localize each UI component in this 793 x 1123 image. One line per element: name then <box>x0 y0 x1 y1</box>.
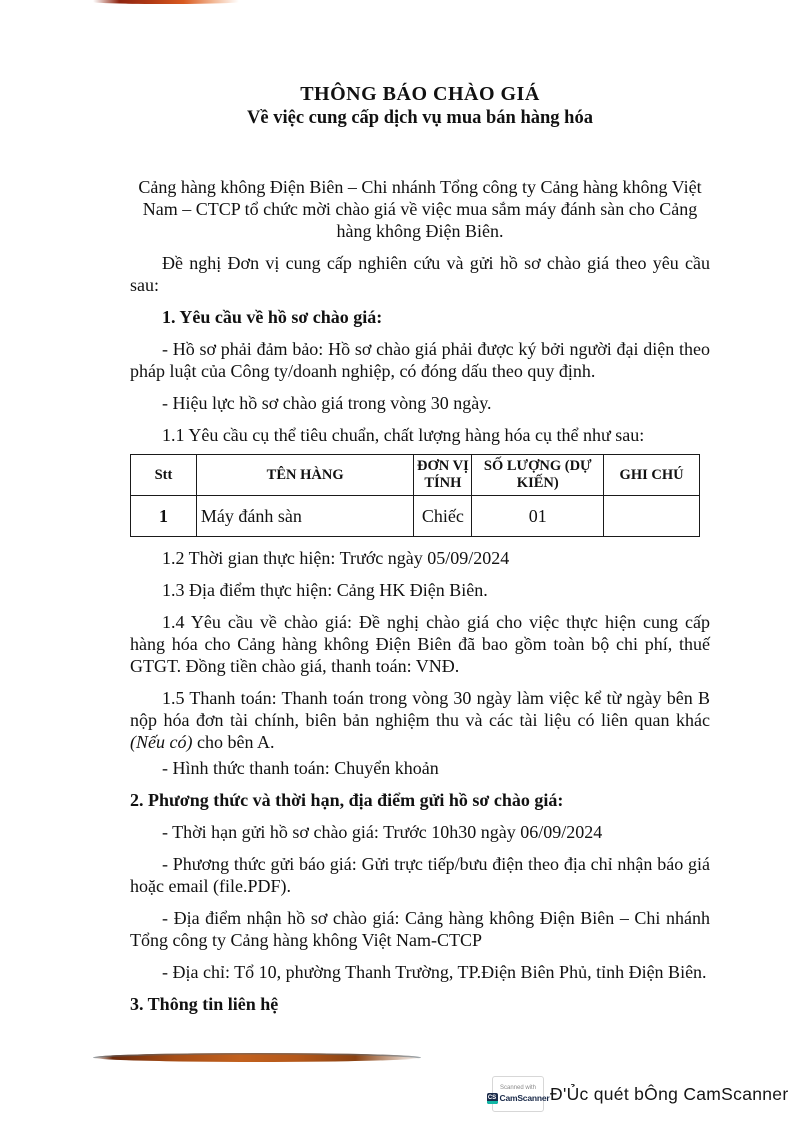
goods-table-header-ghi-chu: GHI CHÚ <box>604 455 700 496</box>
goods-cell-so-luong: 01 <box>472 496 604 537</box>
camscanner-logo-icon: CS <box>487 1093 498 1104</box>
goods-cell-stt: 1 <box>131 496 197 537</box>
intro-paragraph: Cảng hàng không Điện Biên – Chi nhánh Tổng công ty Cảng hàng không Việt Nam – CTCP tổ chức mời chào giá về việc mua sắm máy đánh sàn cho Cảng hàng không Điện Biên. <box>138 177 702 241</box>
goods-table-header-ten-hang: TÊN HÀNG <box>196 455 414 496</box>
document-body <box>130 82 710 1015</box>
section1-clause-1-3: 1.3 Địa điểm thực hiện: Cảng HK Điện Biên. <box>162 580 488 600</box>
scan-edge-artifact-top <box>93 0 239 4</box>
section3-heading: 3. Thông tin liên hệ <box>130 994 279 1014</box>
document-title: THÔNG BÁO CHÀO GIÁ <box>300 83 540 105</box>
payment-method-line: - Hình thức thanh toán: Chuyển khoản <box>162 758 439 778</box>
section1-item-validity: - Hiệu lực hồ sơ chào giá trong vòng 30 ngày. <box>162 393 492 413</box>
section2-item-deadline: - Thời hạn gửi hồ sơ chào giá: Trước 10h30 ngày 06/09/2024 <box>162 822 603 842</box>
camscanner-badge-brand-row <box>487 1093 550 1104</box>
camscanner-badge-scanned-with: Scanned with <box>499 1084 537 1091</box>
request-paragraph: Đề nghị Đơn vị cung cấp nghiên cứu và gửi hồ sơ chào giá theo yêu cầu sau: <box>130 253 710 295</box>
camscanner-watermark-text: Đ'Ủc quét bÔng CamScanner <box>550 1083 789 1104</box>
goods-table-row <box>131 496 700 537</box>
section2-item-place: - Địa điểm nhận hồ sơ chào giá: Cảng hàng không Điện Biên – Chi nhánh Tổng công ty Cảng hàng không Việt Nam-CTCP <box>130 908 710 950</box>
goods-cell-ten-hang: Máy đánh sàn <box>196 496 414 537</box>
camscanner-badge <box>487 1076 550 1112</box>
goods-table-header-stt: Stt <box>131 455 197 496</box>
goods-table-header-don-vi-tinh: ĐƠN VỊ TÍNH <box>414 455 472 496</box>
clause-1-5-text: 1.5 Thanh toán: Thanh toán trong vòng 30 ngày làm việc kể từ ngày bên B nộp hóa đơn tài chính, biên bản nghiệm thu và các tài liệu có liên quan khác <box>130 688 710 730</box>
section2-item-address: - Địa chỉ: Tổ 10, phường Thanh Trường, TP.Điện Biên Phủ, tỉnh Điện Biên. <box>162 962 707 982</box>
clause-1-5-tail: cho bên A. <box>192 732 275 752</box>
goods-table-header-so-luong: SỐ LƯỢNG (DỰ KIẾN) <box>472 455 604 496</box>
document-subtitle: Về việc cung cấp dịch vụ mua bán hàng hóa <box>247 108 593 128</box>
clause-1-5-italic-note: (Nếu có) <box>130 732 193 752</box>
section1-clause-1-1: 1.1 Yêu cầu cụ thể tiêu chuẩn, chất lượng hàng hóa cụ thể như sau: <box>162 425 645 445</box>
section1-item-dossier: - Hồ sơ phải đảm bảo: Hồ sơ chào giá phải được ký bởi người đại diện theo pháp luật của Công ty/doanh nghiệp, có đóng dấu theo quy định. <box>130 339 710 381</box>
section1-clause-1-4: 1.4 Yêu cầu về chào giá: Đề nghị chào giá cho việc thực hiện cung cấp hàng hóa cho Cảng hàng không Điện Biên đã bao gồm toàn bộ chi phí, thuế GTGT. Đồng tiền chào giá, thanh toán: VNĐ. <box>130 612 710 676</box>
goods-cell-ghi-chu <box>604 496 700 537</box>
goods-cell-don-vi-tinh: Chiếc <box>414 496 472 537</box>
section1-clause-1-2: 1.2 Thời gian thực hiện: Trước ngày 05/09/2024 <box>162 548 510 568</box>
scan-edge-artifact-bottom <box>93 1053 421 1062</box>
section1-clause-1-5 <box>130 687 710 753</box>
goods-table <box>130 454 700 537</box>
section2-heading: 2. Phương thức và thời hạn, địa điểm gửi hồ sơ chào giá: <box>130 790 564 810</box>
camscanner-watermark <box>487 1076 789 1112</box>
goods-table-header-row <box>131 455 700 496</box>
section1-heading: 1. Yêu cầu về hồ sơ chào giá: <box>162 307 383 327</box>
section2-item-method: - Phương thức gửi báo giá: Gửi trực tiếp/bưu điện theo địa chỉ nhận báo giá hoặc email (file.PDF). <box>130 854 710 896</box>
camscanner-badge-brand: CamScanner <box>499 1093 550 1103</box>
